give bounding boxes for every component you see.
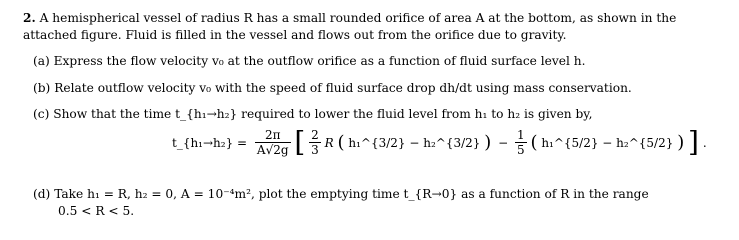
two-thirds-fraction [309, 128, 321, 157]
part-a [33, 53, 585, 69]
prefactor-numerator: 2π [255, 128, 291, 143]
term-five-halves: h₁^{5/2} − h₂^{5/2} [541, 135, 674, 150]
one-fifth-fraction [515, 128, 527, 157]
part-d-line1 [33, 186, 649, 202]
part-d-label: (d) [33, 187, 51, 201]
part-d-text-1: Take h₁ = R, h₂ = 0, A = 10⁻⁴m², plot the emptying time t_{R→0} as a function of R in the range [54, 187, 649, 201]
right-paren-2: ) [677, 132, 685, 153]
problem-intro-line2: attached figure. Fluid is filled in the vessel and flows out from the orifice due to gravity. [23, 28, 567, 42]
part-d-line2: 0.5 < R < 5. [58, 204, 135, 218]
part-b-text: Relate outflow velocity v₀ with the speed of fluid surface drop dh/dt using mass conservation. [54, 81, 632, 95]
two-thirds-numerator: 2 [311, 128, 319, 142]
one-fifth-denominator: 5 [516, 143, 525, 157]
problem-intro-line1 [23, 10, 676, 26]
left-paren-1: ( [337, 132, 345, 153]
two-thirds-denominator: 3 [311, 143, 319, 157]
minus-sign: − [498, 135, 509, 150]
left-paren-2: ( [530, 132, 538, 153]
left-bracket: [ [294, 125, 306, 159]
prefactor-denominator: A√2g [256, 143, 289, 157]
problem-number: 2. [23, 11, 36, 25]
term-three-halves: h₁^{3/2} − h₂^{3/2} [348, 135, 481, 150]
time-equation [172, 125, 707, 170]
equation-lhs: t_{h₁→h₂} = [172, 135, 248, 150]
part-b-label: (b) [33, 81, 51, 95]
part-a-text: Express the flow velocity v₀ at the outflow orifice as a function of fluid surface level h. [53, 54, 586, 68]
part-a-label: (a) [33, 54, 50, 68]
part-c-text: Show that the time t_{h₁→h₂} required to lower the fluid level from h₁ to h₂ is given by, [53, 107, 593, 121]
radius-symbol: R [324, 135, 334, 150]
right-paren-1: ) [484, 132, 492, 153]
one-fifth-numerator: 1 [516, 128, 525, 142]
part-b [33, 80, 632, 96]
prefactor-fraction [255, 128, 291, 157]
equation-period: . [702, 135, 707, 150]
part-c-label: (c) [33, 107, 50, 121]
part-c [33, 106, 592, 122]
right-bracket: ] [688, 125, 699, 159]
problem-intro-text-1: A hemispherical vessel of radius R has a small rounded orifice of area A at the bottom, as shown in the [39, 11, 677, 25]
